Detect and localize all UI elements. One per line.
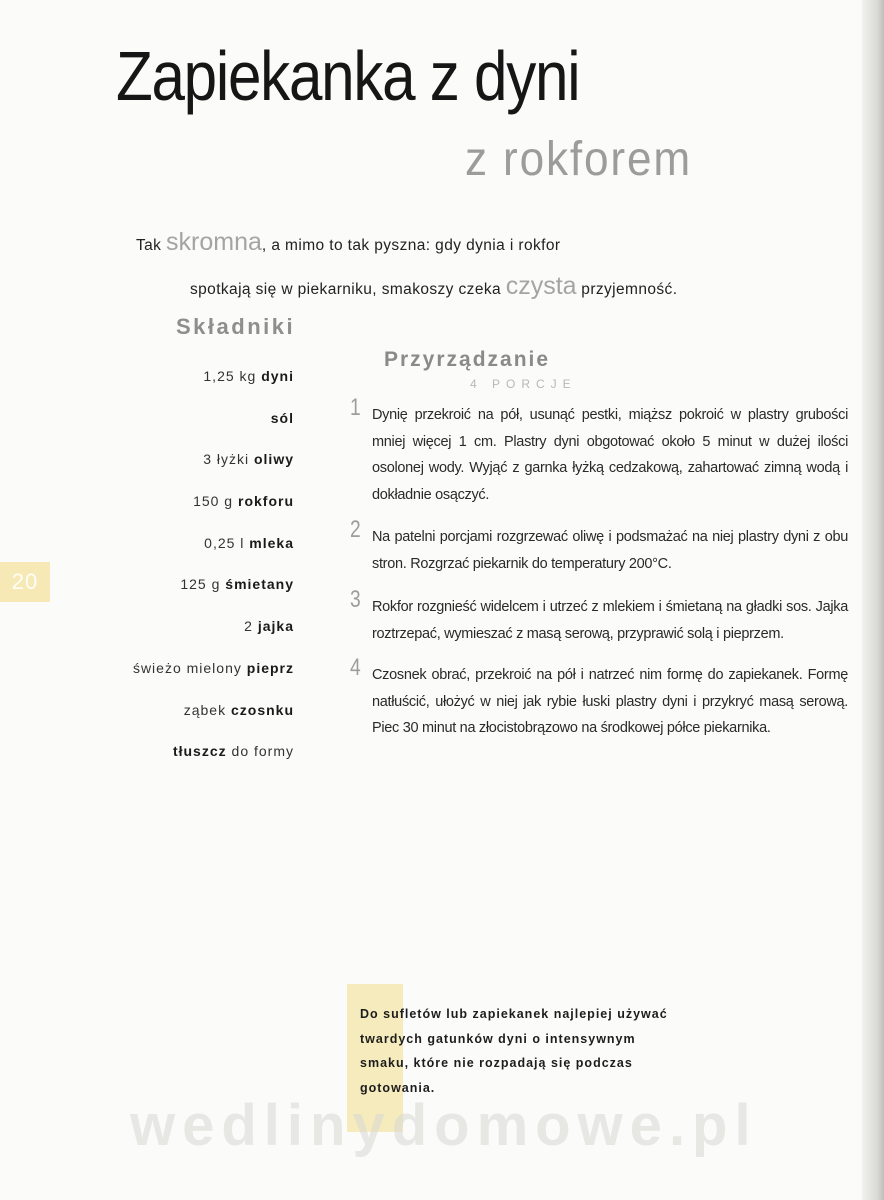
ingredient-quantity: 150 g bbox=[193, 493, 238, 510]
ingredient-quantity: 125 g bbox=[180, 576, 226, 593]
step-number: 1 bbox=[350, 394, 361, 421]
tip-text: Do sufletów lub zapiekanek najlepiej używać twardych gatunków dyni o intensywnym smaku, które nie rozpadają się podczas gotowania. bbox=[360, 1007, 668, 1095]
ingredient-quantity: 0,25 l bbox=[204, 534, 250, 551]
preparation-step bbox=[350, 654, 850, 742]
preparation-step bbox=[350, 394, 850, 508]
ingredient-item bbox=[60, 404, 294, 446]
ingredient-name: dyni bbox=[261, 368, 294, 384]
intro-line2-start: spotkają się w piekarniku, smakoszy czeka bbox=[190, 281, 506, 298]
ingredient-name: rokforu bbox=[238, 493, 294, 510]
intro-line2 bbox=[136, 266, 756, 310]
ingredient-name: oliwy bbox=[253, 451, 294, 468]
ingredient-quantity: 2 bbox=[244, 618, 258, 635]
preparation-heading: Przyrządzanie bbox=[384, 348, 551, 371]
ingredient-item bbox=[60, 487, 294, 529]
preparation-step bbox=[350, 586, 850, 647]
ingredient-quantity: 3 łyżki bbox=[203, 451, 254, 468]
intro-highlight-skromna: skromna bbox=[166, 228, 262, 256]
ingredient-item bbox=[60, 570, 294, 612]
ingredient-item bbox=[60, 654, 294, 696]
ingredient-item bbox=[60, 612, 294, 654]
recipe-title: Zapiekanka z dyni bbox=[116, 37, 580, 115]
ingredient-quantity: 1,25 kg bbox=[203, 368, 262, 384]
step-text: Rokfor rozgnieść widelcem i utrzeć z mlekiem i śmietaną na gładki sos. Jajka roztrzepać, wymieszać z masą serową, przyprawić solą i pieprzem. bbox=[372, 599, 848, 642]
step-text: Czosnek obrać, przekroić na pół i natrzeć nim formę do zapiekanek. Formę natłuścić, ułożyć w niej jak rybie łuski plastry dyni i przykryć masą serową. Piec 30 minut na złocistobrązowo na środkowej półce piekarnika. bbox=[372, 667, 848, 736]
ingredient-item bbox=[60, 362, 294, 404]
ingredients-list bbox=[60, 362, 294, 779]
ingredient-name: pieprz bbox=[246, 659, 294, 676]
ingredient-item bbox=[60, 529, 294, 571]
ingredient-name: jajka bbox=[257, 618, 294, 635]
intro-text bbox=[136, 222, 756, 310]
ingredient-quantity: świeżo mielony bbox=[132, 659, 247, 676]
ingredient-suffix: do formy bbox=[226, 743, 294, 760]
intro-highlight-czysta: czysta bbox=[505, 272, 577, 300]
page-number-tab: 20 bbox=[0, 562, 50, 602]
ingredient-quantity: ząbek bbox=[183, 701, 231, 718]
watermark: wedlinydomowe.pl bbox=[130, 1093, 758, 1158]
ingredient-name: mleka bbox=[249, 534, 294, 551]
ingredient-name: sól bbox=[270, 409, 294, 426]
ingredient-item bbox=[60, 445, 294, 487]
ingredient-name: śmietany bbox=[225, 576, 294, 593]
recipe-subtitle: z rokforem bbox=[465, 133, 692, 186]
intro-line1-start: Tak bbox=[136, 237, 167, 254]
ingredients-heading: Składniki bbox=[176, 314, 296, 339]
step-number: 3 bbox=[350, 586, 361, 613]
portions-label: 4 PORCJE bbox=[470, 377, 577, 391]
step-number: 4 bbox=[350, 654, 361, 681]
ingredient-item bbox=[60, 696, 294, 738]
ingredient-name: tłuszcz bbox=[172, 743, 227, 760]
preparation-step bbox=[350, 516, 850, 577]
intro-line2-end: przyjemność. bbox=[576, 281, 678, 298]
step-number: 2 bbox=[350, 516, 361, 543]
intro-line1-end: , a mimo to tak pyszna: gdy dynia i rokfor bbox=[261, 237, 561, 254]
book-spine-shadow bbox=[862, 0, 884, 1200]
ingredient-name: czosnku bbox=[230, 701, 294, 718]
step-text: Dynię przekroić na pół, usunąć pestki, miąższ pokroić w plastry grubości mniej więcej 1 cm. Plastry dyni obgotować około 5 minut w dużej ilości osolonej wody. Wyjąć z garnka łyżką cedzakową, zahartować zimną wodą i dokładnie osączyć. bbox=[372, 407, 848, 503]
ingredient-item bbox=[60, 737, 294, 779]
step-text: Na patelni porcjami rozgrzewać oliwę i podsmażać na niej plastry dyni z obu stron. Rozgrzać piekarnik do temperatury 200°C. bbox=[372, 529, 848, 572]
